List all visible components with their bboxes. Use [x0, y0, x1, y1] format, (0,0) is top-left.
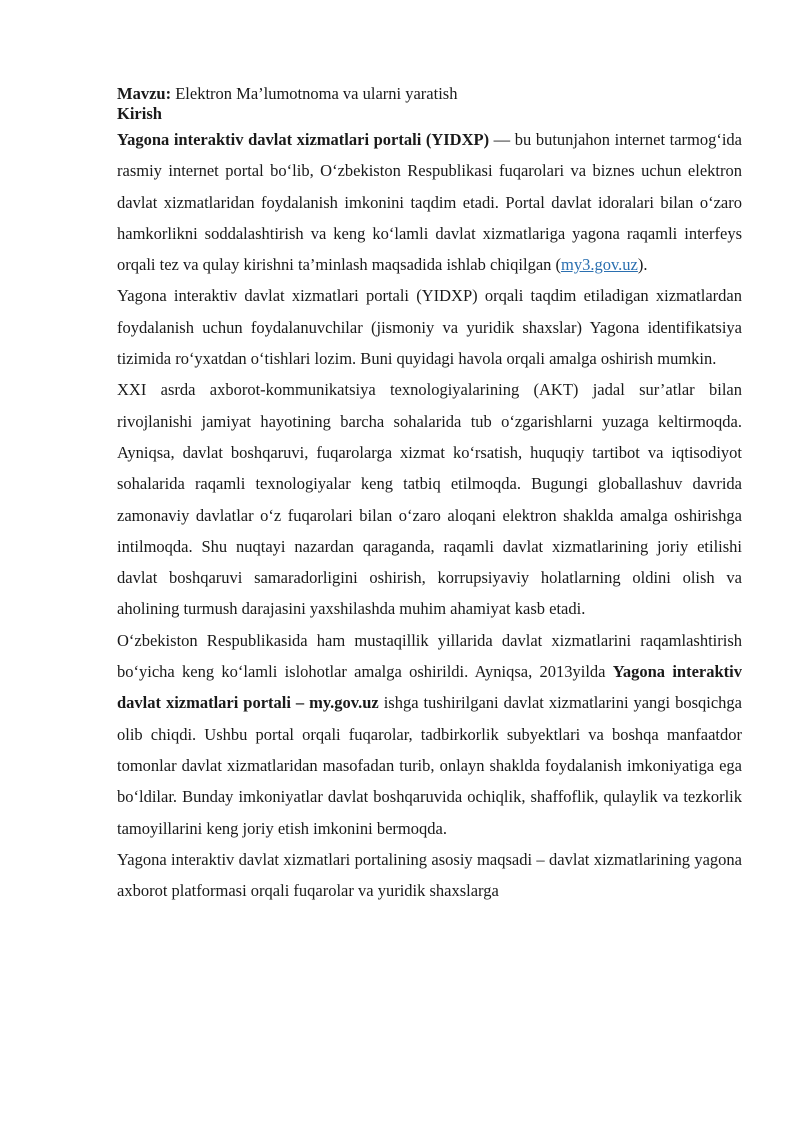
topic-label: Mavzu:	[117, 84, 172, 103]
topic-text: Elektron Ma’lumotnoma va ularni yaratish	[171, 84, 458, 103]
paragraph-text: — bu butunjahon internet tarmog‘ida rasmiy internet portal bo‘lib, O‘zbekiston Respublikasi fuqarolari va biznes uchun elektron davlat xizmatlaridan foydalanish imkonini taqdim etadi. Portal davlat idoralari bilan o‘zaro hamkorlikni soddalashtirish va keng ko‘lamli davlat xizmatlariga yagona raqamli interfeys orqali tez va qulay kirishni ta’minlash maqsadida ishlab chiqilgan (	[117, 130, 742, 275]
paragraph-portal-goal: Yagona interaktiv davlat xizmatlari portalining asosiy maqsadi – davlat xizmatlarining yagona axborot platformasi orqali fuqarolar va yuridik shaxslarga	[117, 849, 742, 901]
topic-line	[117, 84, 742, 104]
section-title-text: Kirish	[117, 104, 162, 123]
portal-name-bold: Yagona interaktiv davlat xizmatlari portali (YIDXP)	[117, 130, 490, 149]
paragraph-ict-development: XXI asrda axborot-kommunikatsiya texnologiyalarining (AKT) jadal sur’atlar bilan rivojlanishi jamiyat hayotining barcha sohalarida tub o‘zgarishlarni yuzaga keltirmoqda. Ayniqsa, davlat boshqaruvi, fuqarolarga xizmat ko‘rsatish, huquqiy tartibot va iqtisodiyot sohalarida raqamli texnologiyalar keng tatbiq etilmoqda. Bugungi globallashuv davrida zamonaviy davlatlar o‘z fuqarolari bilan o‘zaro aloqani elektron shaklda amalga oshirishga intilmoqda. Shu nuqtayi nazardan qaraganda, raqamli davlat xizmatlarining joriy etilishi davlat boshqaruvi samaradorligini oshirish, korrupsiyaviy holatlarning oldini olish va aholining turmush darajasini yaxshilashda muhim ahamiyat kasb etadi.	[117, 380, 742, 619]
portal-name-bold: Yagona interaktiv davlat xizmatlari portali – my.gov.uz	[117, 662, 743, 713]
paragraph-registration: Yagona interaktiv davlat xizmatlari portali (YIDXP) orqali taqdim etiladigan xizmatlardan foydalanish uchun foydalanuvchilar (jismoniy va yuridik shaxslar) Yagona identifikatsiya tizimida ro‘yxatdan o‘tishlari lozim. Buni quyidagi havola orqali amalga oshirish mumkin.	[117, 286, 742, 369]
document-page	[117, 84, 742, 906]
section-title	[117, 104, 742, 124]
paragraph-portal-definition	[117, 124, 742, 280]
paragraph-uzbekistan-reforms	[117, 625, 742, 844]
paragraph-text: ishga tushirilgani davlat xizmatlarini yangi bosqichga olib chiqdi. Ushbu portal orqali fuqarolar, tadbirkorlik subyektlari va boshqa manfaatdor tomonlar davlat xizmatlaridan masofadan turib, onlayn shaklda foydalanish imkoniyatiga ega bo‘ldilar. Bunday imkoniyatlar davlat boshqaruvida ochiqlik, shaffoflik, qulaylik va tezkorlik tamoyillarini keng joriy etish imkonini bermoqda.	[117, 693, 742, 838]
portal-link[interactable]: my3.gov.uz	[561, 255, 638, 275]
paragraph-tail: ).	[637, 255, 648, 275]
paragraph-text: O‘zbekiston Respublikasida ham mustaqillik yillarida davlat xizmatlarini raqamlashtirish bo‘yicha keng ko‘lamli islohotlar amalga oshirildi. Ayniqsa, 2013yilda	[117, 630, 742, 682]
